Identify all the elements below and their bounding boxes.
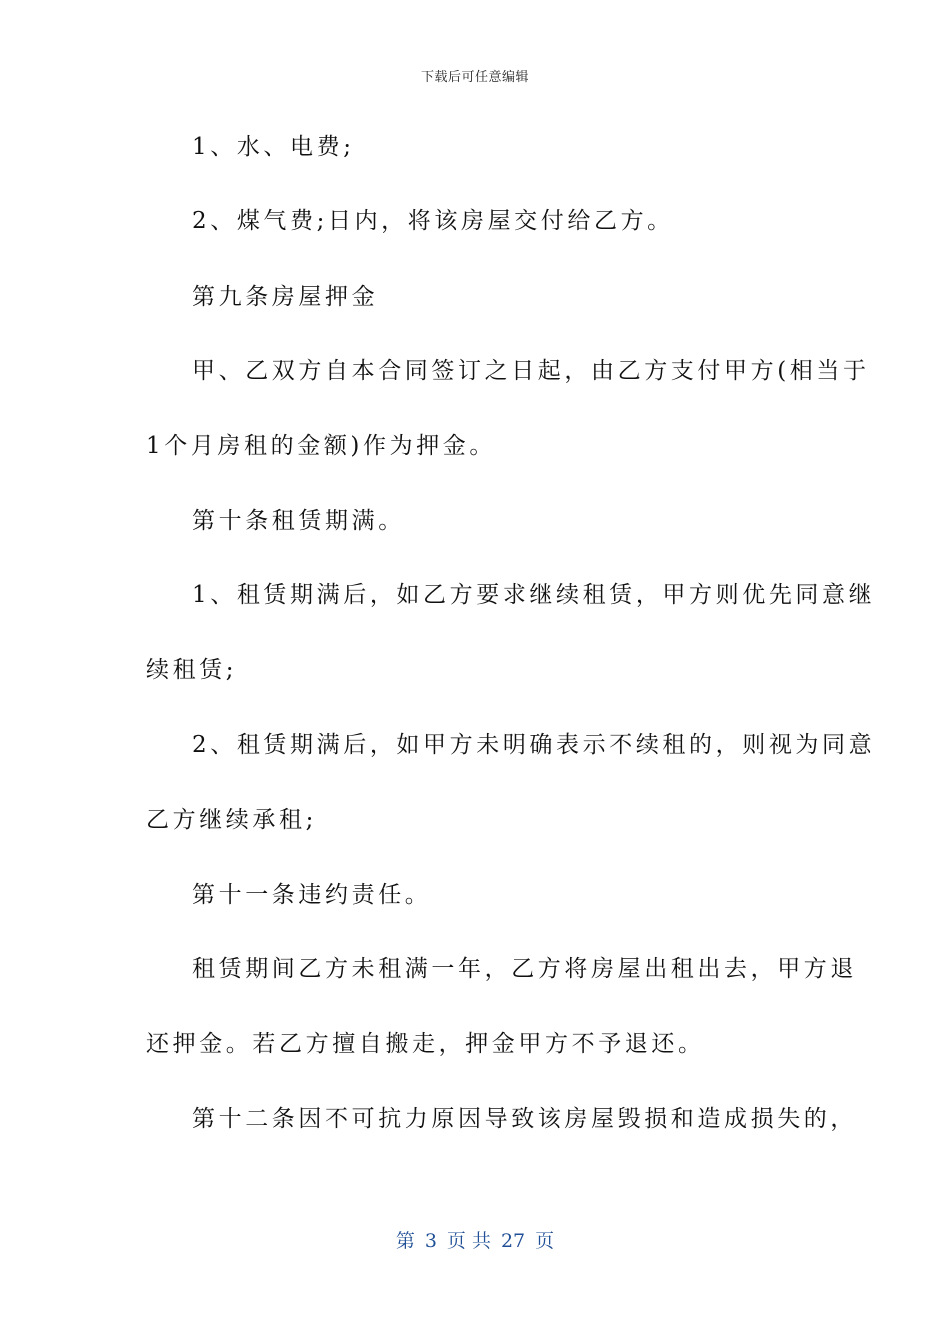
body-line: 1、水、电费;: [192, 134, 355, 160]
body-line: 租赁期间乙方未租满一年，乙方将房屋出租出去，甲方退: [192, 956, 857, 982]
body-line: 1、租赁期满后，如乙方要求继续租赁，甲方则优先同意继: [192, 582, 876, 608]
current-page-number: 3: [424, 1230, 437, 1252]
section-heading: 第十二条因不可抗力原因导致该房屋毁损和造成损失的，: [192, 1106, 857, 1132]
body-line: 1个月房租的金额)作为押金。: [146, 433, 497, 459]
section-heading: 第九条房屋押金: [192, 284, 379, 310]
body-line: 2、煤气费;日内，将该房屋交付给乙方。: [192, 208, 674, 234]
body-line: 2、租赁期满后，如甲方未明确表示不续租的，则视为同意: [192, 732, 876, 758]
page-number-footer: [0, 1226, 950, 1253]
footer-prefix: 第: [395, 1230, 415, 1252]
total-page-count: 27: [500, 1230, 526, 1252]
footer-middle: 页 共: [446, 1230, 491, 1252]
body-line: 甲、乙双方自本合同签订之日起，由乙方支付甲方(相当于: [192, 358, 870, 384]
footer-suffix: 页: [535, 1230, 555, 1252]
body-line: 还押金。若乙方擅自搬走，押金甲方不予退还。: [146, 1031, 705, 1057]
page-header-note: 下载后可任意编辑: [420, 70, 529, 85]
section-heading: 第十条租赁期满。: [192, 508, 405, 534]
body-line: 续租赁;: [146, 657, 238, 683]
section-heading: 第十一条违约责任。: [192, 882, 432, 908]
body-line: 乙方继续承租;: [146, 807, 317, 833]
